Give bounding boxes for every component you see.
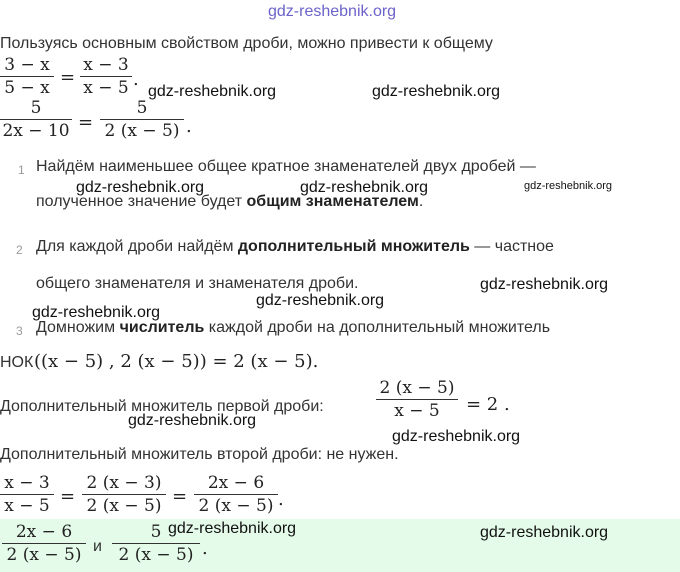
eq1-left-den: 5 − x xyxy=(4,78,50,98)
answer-f2-num: 5 xyxy=(150,522,162,542)
answer-period: . xyxy=(202,538,208,559)
eq1-right-num: x − 3 xyxy=(83,55,129,75)
eq3-fraction-2 xyxy=(82,473,166,516)
eq1-left-fraction xyxy=(0,55,54,98)
intro-text: Пользуясь основным свойством дроби, можно привести к общему xyxy=(0,35,493,52)
eq2-period: . xyxy=(186,116,192,137)
eq1-left-num: 3 − x xyxy=(4,55,50,75)
watermark[interactable]: gdz-reshebnik.org xyxy=(128,412,257,429)
watermark[interactable]: gdz-reshebnik.org xyxy=(392,428,521,445)
answer-f2-den: 2 (x − 5) xyxy=(118,545,194,565)
eq3-period: . xyxy=(278,489,284,510)
eq2-left-den: 2x − 10 xyxy=(2,121,70,141)
eq3-f1-den: x − 5 xyxy=(4,496,50,516)
factor1-label: Дополнительный множитель первой дроби: xyxy=(0,398,324,415)
eq2-right-fraction xyxy=(100,98,184,141)
eq3-f3-den: 2 (x − 5) xyxy=(198,496,274,516)
step-2-number: 2 xyxy=(16,243,23,257)
eq3-f3-num: 2x − 6 xyxy=(207,473,265,493)
eq2-left-num: 5 xyxy=(30,98,42,118)
eq2-left-fraction xyxy=(0,98,72,141)
eq3-f1-num: x − 3 xyxy=(4,473,50,493)
watermark[interactable]: gdz-reshebnik.org xyxy=(256,292,385,309)
lcm-expression: ((x − 5) , 2 (x − 5)) = 2 (x − 5). xyxy=(34,351,319,372)
step-1-line1: Найдём наименьшее общее кратное знаменателей двух дробей — xyxy=(36,158,536,175)
watermark[interactable]: gdz-reshebnik.org xyxy=(76,179,205,196)
watermark[interactable]: gdz-reshebnik.org xyxy=(32,304,161,321)
factor1-num: 2 (x − 5) xyxy=(379,378,455,398)
lcm-label: НОК xyxy=(0,354,34,371)
watermark[interactable]: gdz-reshebnik.org xyxy=(480,524,609,541)
eq2-right-num: 5 xyxy=(136,98,148,118)
eq1-equals: = xyxy=(60,67,76,88)
eq3-equals-1: = xyxy=(60,486,76,507)
step-1-number: 1 xyxy=(18,163,25,177)
watermark[interactable]: gdz-reshebnik.org xyxy=(148,83,277,100)
watermark[interactable]: gdz-reshebnik.org xyxy=(524,180,613,192)
step-2-line2: общего знаменателя и знаменателя дроби. xyxy=(36,275,359,292)
watermark[interactable]: gdz-reshebnik.org xyxy=(300,179,429,196)
watermark-top[interactable]: gdz-reshebnik.org xyxy=(268,3,397,20)
answer-conjunction: и xyxy=(93,538,102,555)
eq3-f2-num: 2 (x − 3) xyxy=(86,473,162,493)
watermark[interactable]: gdz-reshebnik.org xyxy=(168,520,297,537)
watermark[interactable]: gdz-reshebnik.org xyxy=(480,276,609,293)
eq3-fraction-3 xyxy=(194,473,278,516)
eq1-right-fraction xyxy=(80,55,132,98)
answer-f1-num: 2x − 6 xyxy=(15,522,73,542)
eq3-fraction-1 xyxy=(0,473,54,516)
eq3-f2-den: 2 (x − 5) xyxy=(86,496,162,516)
step-1-line2: полученное значение будет общим знаменателем. xyxy=(36,193,424,210)
step-2-line1: Для каждой дроби найдём дополнительный множитель — частное xyxy=(36,238,554,255)
step-3-number: 3 xyxy=(16,324,23,338)
eq3-equals-2: = xyxy=(172,486,188,507)
eq1-period: . xyxy=(133,69,139,90)
factor1-result: = 2 . xyxy=(466,394,510,415)
eq2-equals: = xyxy=(78,112,94,133)
factor2-label: Дополнительный множитель второй дроби: не нужен. xyxy=(0,446,399,463)
watermark[interactable]: gdz-reshebnik.org xyxy=(372,83,501,100)
answer-f1-den: 2 (x − 5) xyxy=(6,545,82,565)
eq1-right-den: x − 5 xyxy=(83,78,129,98)
eq2-right-den: 2 (x − 5) xyxy=(104,121,180,141)
step-3-line1: Домножим числитель каждой дроби на дополнительный множитель xyxy=(36,319,551,336)
answer-fraction-1 xyxy=(2,522,86,565)
factor1-fraction xyxy=(376,378,458,421)
factor1-den: x − 5 xyxy=(394,401,440,421)
